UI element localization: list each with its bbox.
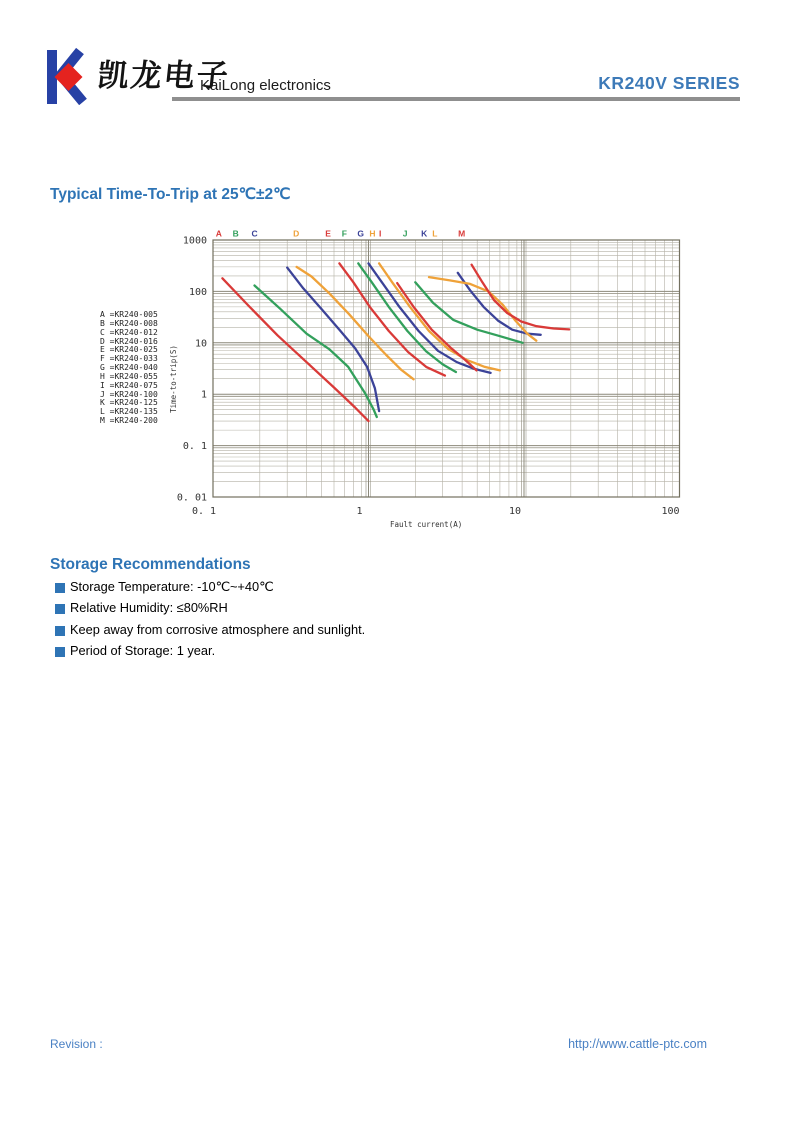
x-tick-label: 10 xyxy=(508,506,522,517)
bullet-square-icon xyxy=(55,604,65,614)
website-link[interactable]: http://www.cattle-ptc.com xyxy=(568,1037,707,1051)
chart-legend xyxy=(100,311,158,426)
company-name-chinese: 凯龙电子 xyxy=(95,58,232,94)
curve-letter-label: C xyxy=(251,228,258,239)
storage-section-title: Storage Recommendations xyxy=(50,556,251,573)
curve-letter-label: A xyxy=(215,228,222,239)
y-tick-label: 0. 01 xyxy=(176,492,207,504)
legend-entry: B =KR240-008 xyxy=(100,318,158,328)
y-tick-label: 1 xyxy=(200,389,207,401)
time-to-trip-chart xyxy=(96,225,696,537)
curve-letter-label: L xyxy=(432,228,438,239)
y-tick-label: 100 xyxy=(188,286,207,298)
curve-letter-label: I xyxy=(379,228,382,239)
bullet-square-icon xyxy=(55,626,65,636)
storage-item-text: Relative Humidity: ≤80%RH xyxy=(70,600,228,616)
curve-letter-label: K xyxy=(421,228,428,239)
y-axis-title: Time-to-trip(S) xyxy=(169,345,178,413)
curve-C xyxy=(287,268,379,412)
x-tick-label: 0. 1 xyxy=(191,506,217,517)
storage-item-text: Storage Temperature: -10℃~+40℃ xyxy=(70,579,274,594)
list-item xyxy=(55,600,655,621)
x-axis-title: Fault current(A) xyxy=(390,520,463,529)
storage-item-text: Keep away from corrosive atmosphere and sunlight. xyxy=(70,621,366,637)
revision-label: Revision : xyxy=(50,1037,103,1051)
kailong-logo xyxy=(46,47,90,105)
legend-entry: M =KR240-200 xyxy=(100,416,158,426)
y-tick-label: 0. 1 xyxy=(182,441,207,453)
legend-entry: L =KR240-135 xyxy=(100,407,158,417)
curve-M xyxy=(472,265,569,330)
list-item xyxy=(55,579,655,600)
y-tick-label: 10 xyxy=(194,338,207,350)
curve-B xyxy=(255,286,377,418)
chart-section-title: Typical Time-To-Trip at 25℃±2℃ xyxy=(50,186,291,203)
series-title: KR240V SERIES xyxy=(598,73,740,93)
plot-frame xyxy=(213,240,680,497)
header-divider xyxy=(172,97,740,101)
curve-letter-label: F xyxy=(341,228,348,239)
curve-A xyxy=(222,278,368,421)
legend-entry: D =KR240-016 xyxy=(100,336,158,346)
legend-entry: E =KR240-025 xyxy=(100,345,158,355)
curve-letter-label: E xyxy=(325,228,331,239)
curve-letter-label: J xyxy=(402,228,408,239)
legend-entry: C =KR240-012 xyxy=(100,327,158,337)
curve-letter-label: D xyxy=(293,228,300,239)
x-tick-label: 1 xyxy=(356,506,363,517)
curve-letter-label: M xyxy=(458,228,466,239)
bullet-square-icon xyxy=(55,583,65,593)
legend-entry: A =KR240-005 xyxy=(100,310,158,319)
storage-recommendations-list xyxy=(55,579,655,664)
legend-entry: I =KR240-075 xyxy=(100,380,158,390)
x-tick-label: 100 xyxy=(661,506,680,517)
list-item xyxy=(55,643,655,664)
y-tick-label: 1000 xyxy=(182,235,207,247)
storage-item-text: Period of Storage: 1 year. xyxy=(70,642,216,658)
curve-letter-label: H xyxy=(369,228,376,239)
company-name-english: KaiLong electronics xyxy=(200,77,331,94)
curve-letter-label: G xyxy=(357,228,364,239)
trip-chart-svg xyxy=(96,225,696,537)
list-item xyxy=(55,622,655,643)
curve-letter-label: B xyxy=(232,228,239,239)
legend-entry: G =KR240-040 xyxy=(100,363,158,373)
legend-entry: F =KR240-033 xyxy=(100,354,158,364)
legend-entry: J =KR240-100 xyxy=(100,389,158,399)
legend-entry: H =KR240-055 xyxy=(100,371,158,381)
logo-red-diamond xyxy=(55,63,83,91)
bullet-square-icon xyxy=(55,647,65,657)
legend-entry: K =KR240-125 xyxy=(100,398,158,408)
